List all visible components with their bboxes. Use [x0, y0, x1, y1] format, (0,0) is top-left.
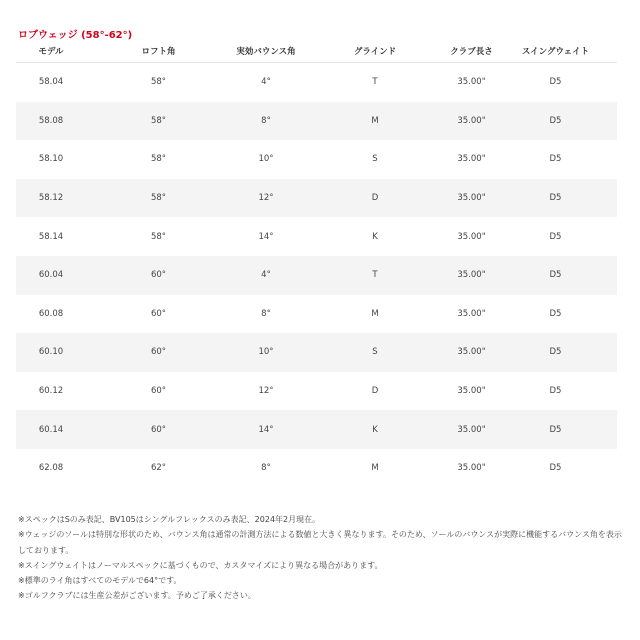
bounce-cell: 10° — [231, 333, 301, 372]
swingweight-cell: D5 — [549, 154, 562, 165]
model-cell: 58.04 — [38, 77, 64, 88]
footnote: ※ゴルフクラブには生産公差がございます。予めご了承ください。 — [18, 591, 256, 601]
table-row — [16, 256, 617, 295]
model-cell: 60.08 — [38, 308, 64, 319]
length-cell: 35.00" — [457, 154, 486, 165]
length-cell: 35.00" — [449, 179, 494, 218]
table-row — [16, 102, 617, 141]
loft-cell: 60° — [150, 308, 167, 319]
grind-cell: K — [301, 410, 449, 449]
table-row — [16, 140, 617, 179]
model-cell: 60.04 — [16, 256, 86, 295]
bounce-cell: 14° — [231, 410, 301, 449]
swingweight-cell: D5 — [549, 308, 562, 319]
table-row — [16, 333, 617, 372]
grind-cell: T — [301, 256, 449, 295]
column-header-loft: ロフト角 — [86, 40, 231, 63]
length-cell: 35.00" — [449, 333, 494, 372]
length-cell: 35.00" — [457, 386, 486, 397]
bounce-cell: 12° — [258, 386, 274, 397]
grind-cell: D — [301, 179, 449, 218]
bounce-cell: 8° — [231, 102, 301, 141]
length-cell: 35.00" — [457, 463, 486, 474]
table-header-row — [16, 40, 617, 63]
loft-cell: 58° — [86, 102, 231, 141]
bounce-cell: 4° — [261, 77, 271, 88]
grind-cell: T — [372, 77, 378, 88]
swingweight-cell: D5 — [494, 410, 617, 449]
bounce-cell: 10° — [258, 154, 274, 165]
length-cell: 35.00" — [449, 410, 494, 449]
column-header-swingweight: スイングウェイト — [494, 40, 617, 63]
column-header-bounce: 実効バウンス角 — [231, 40, 301, 63]
loft-cell: 60° — [86, 256, 231, 295]
section-title: ロブウェッジ (58°-62°) — [18, 30, 133, 41]
bounce-cell: 8° — [261, 308, 271, 319]
bounce-cell: 12° — [231, 179, 301, 218]
footnote: ※ウェッジのソールは特別な形状のため、バウンス角は通常の計測方法による数値と大きく異なります。そのため、ソールのバウンスが実際に機能するバウンス角を表示しております。 — [18, 530, 622, 555]
loft-cell: 60° — [150, 386, 167, 397]
model-cell: 58.08 — [16, 102, 86, 141]
swingweight-cell: D5 — [549, 231, 562, 242]
spec-table — [16, 40, 617, 488]
model-cell: 58.10 — [38, 154, 64, 165]
grind-cell: M — [301, 102, 449, 141]
table-row — [16, 295, 617, 334]
model-cell: 60.14 — [16, 410, 86, 449]
loft-cell: 60° — [86, 410, 231, 449]
grind-cell: K — [372, 231, 378, 242]
table-row — [16, 63, 617, 102]
swingweight-cell: D5 — [494, 333, 617, 372]
model-cell: 60.10 — [16, 333, 86, 372]
model-cell: 58.14 — [38, 231, 64, 242]
loft-cell: 58° — [150, 154, 167, 165]
length-cell: 35.00" — [449, 256, 494, 295]
model-cell: 62.08 — [38, 463, 64, 474]
swingweight-cell: D5 — [549, 386, 562, 397]
bounce-cell: 8° — [261, 463, 271, 474]
loft-cell: 58° — [86, 179, 231, 218]
swingweight-cell: D5 — [549, 463, 562, 474]
loft-cell: 58° — [150, 77, 167, 88]
table-row — [16, 449, 617, 488]
grind-cell: D — [371, 386, 379, 397]
swingweight-cell: D5 — [494, 102, 617, 141]
length-cell: 35.00" — [449, 102, 494, 141]
model-cell: 58.12 — [16, 179, 86, 218]
table-row — [16, 410, 617, 449]
table-row — [16, 217, 617, 256]
footnote: ※スペックはSのみ表記、BV105はシングルフレックスのみ表記、2024年2月現在。 — [18, 515, 321, 524]
table-body — [16, 63, 617, 488]
length-cell: 35.00" — [457, 308, 486, 319]
footnote: ※スイングウェイトはノーマルスペックに基づくもので、カスタマイズにより異なる場合があります。 — [18, 560, 383, 570]
loft-cell: 60° — [86, 333, 231, 372]
model-cell: 60.12 — [38, 386, 64, 397]
loft-cell: 62° — [150, 463, 167, 474]
swingweight-cell: D5 — [494, 256, 617, 295]
length-cell: 35.00" — [457, 77, 486, 88]
table-row — [16, 372, 617, 411]
loft-cell: 58° — [150, 231, 167, 242]
length-cell: 35.00" — [457, 231, 486, 242]
column-header-grind: グラインド — [301, 40, 449, 63]
notes — [18, 512, 622, 604]
grind-cell: M — [371, 463, 379, 474]
column-header-model: モデル — [16, 40, 86, 63]
table-row — [16, 179, 617, 218]
swingweight-cell: D5 — [549, 77, 562, 88]
grind-cell: M — [371, 308, 379, 319]
grind-cell: S — [372, 154, 378, 165]
bounce-cell: 4° — [231, 256, 301, 295]
column-header-length: クラブ長さ — [449, 40, 494, 63]
bounce-cell: 14° — [258, 231, 274, 242]
grind-cell: S — [301, 333, 449, 372]
footnote: ※標準のライ角はすべてのモデルで64°です。 — [18, 576, 182, 586]
swingweight-cell: D5 — [494, 179, 617, 218]
